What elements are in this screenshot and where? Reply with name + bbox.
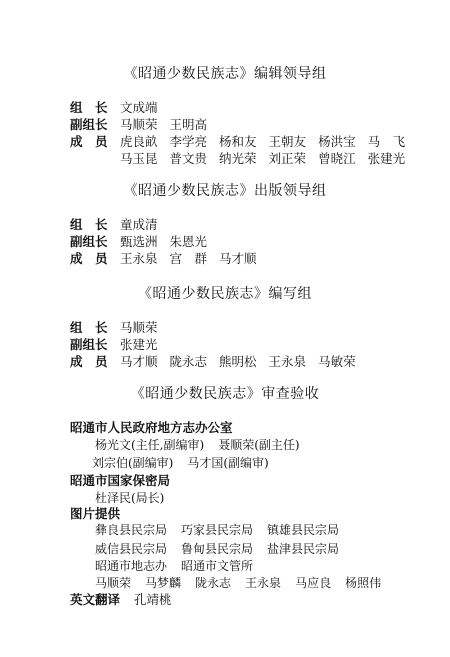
photos-heading: 图片提供 xyxy=(70,506,121,521)
member-name: 虎良畝 xyxy=(120,134,158,149)
credit-line xyxy=(95,490,178,506)
section-title-writing: 《昭通少数民族志》编写组 xyxy=(138,286,312,302)
role-label: 组 长 xyxy=(70,320,108,335)
member-name: 朱恩光 xyxy=(169,234,208,249)
member-name: 刘正荣 xyxy=(268,151,307,166)
credit-name: 杨光文(主任,副编审) xyxy=(95,438,205,452)
credit-line xyxy=(95,558,267,574)
member-name: 马玉昆 xyxy=(120,151,158,166)
translation-label: 英文翻译 xyxy=(70,592,121,607)
credit-name: 马才国(副编审) xyxy=(187,456,269,470)
credit-name: 刘宗伯(副编审) xyxy=(92,456,174,470)
credit-name: 彝良县民宗局 xyxy=(95,523,168,537)
role-label: 成 员 xyxy=(70,251,108,266)
member-name: 杨洪宝 xyxy=(318,134,356,149)
member-name: 宫 群 xyxy=(169,251,208,266)
credit-name: 巧家县民宗局 xyxy=(181,523,254,537)
member-name: 张建光 xyxy=(367,151,406,166)
credit-line xyxy=(95,575,395,591)
member-name: 王永泉 xyxy=(120,251,158,266)
credit-name: 马梦麟 xyxy=(145,576,182,590)
credit-line xyxy=(95,522,353,538)
role-label: 副组长 xyxy=(70,117,108,132)
member-name: 马顺荣 xyxy=(120,320,158,335)
role-label: 组 长 xyxy=(70,100,108,115)
member-name: 普文贵 xyxy=(169,151,208,166)
translator-name: 孔靖桃 xyxy=(134,592,172,607)
credit-name: 陇永志 xyxy=(195,576,232,590)
member-name: 甄选洲 xyxy=(120,234,158,249)
org-name: 昭通市人民政府地方志办公室 xyxy=(70,420,233,435)
credit-name: 威信县民宗局 xyxy=(95,542,168,556)
member-name: 马才顺 xyxy=(120,354,158,369)
member-name: 陇永志 xyxy=(169,354,208,369)
section-title-publishing: 《昭通少数民族志》出版领导组 xyxy=(123,183,327,199)
member-name: 王永泉 xyxy=(268,354,307,369)
credit-line xyxy=(92,455,283,471)
member-name: 文成端 xyxy=(120,100,158,115)
member-name: 童成清 xyxy=(120,217,158,232)
credit-name: 盐津县民宗局 xyxy=(267,542,340,556)
section-title-editorial: 《昭通少数民族志》编辑领导组 xyxy=(123,66,327,82)
role-label: 副组长 xyxy=(70,337,108,352)
credit-name: 杜泽民(局长) xyxy=(95,491,165,505)
role-label: 成 员 xyxy=(70,134,108,149)
member-name: 曾晓江 xyxy=(318,151,356,166)
credit-name: 镇雄县民宗局 xyxy=(267,523,340,537)
member-name: 纳光荣 xyxy=(219,151,257,166)
member-name: 杨和友 xyxy=(219,134,257,149)
org-name: 昭通市国家保密局 xyxy=(70,473,171,488)
member-name: 李学亮 xyxy=(169,134,208,149)
credit-name: 鲁甸县民宗局 xyxy=(181,542,254,556)
member-name: 马 飞 xyxy=(367,134,406,149)
member-name: 熊明松 xyxy=(219,354,257,369)
credit-name: 马应良 xyxy=(295,576,332,590)
member-name: 王明高 xyxy=(169,117,208,132)
credit-name: 马顺荣 xyxy=(95,576,132,590)
credit-line xyxy=(95,437,314,453)
credit-name: 王永泉 xyxy=(245,576,282,590)
role-label: 副组长 xyxy=(70,234,108,249)
translation-row xyxy=(70,592,172,608)
member-name: 马才顺 xyxy=(219,251,257,266)
credit-line xyxy=(95,541,353,557)
member-name: 王朝友 xyxy=(268,134,307,149)
section-title-review: 《昭通少数民族志》审查验收 xyxy=(130,386,320,402)
credit-name: 昭通市文管所 xyxy=(181,559,254,573)
credit-name: 杨照伟 xyxy=(345,576,382,590)
role-label: 成 员 xyxy=(70,354,108,369)
role-label: 组 长 xyxy=(70,217,108,232)
member-name: 马顺荣 xyxy=(120,117,158,132)
credit-name: 昭通市地志办 xyxy=(95,559,168,573)
credit-name: 聂顺荣(副主任) xyxy=(218,438,300,452)
member-name: 张建光 xyxy=(120,337,158,352)
member-name: 马敏荣 xyxy=(318,354,356,369)
